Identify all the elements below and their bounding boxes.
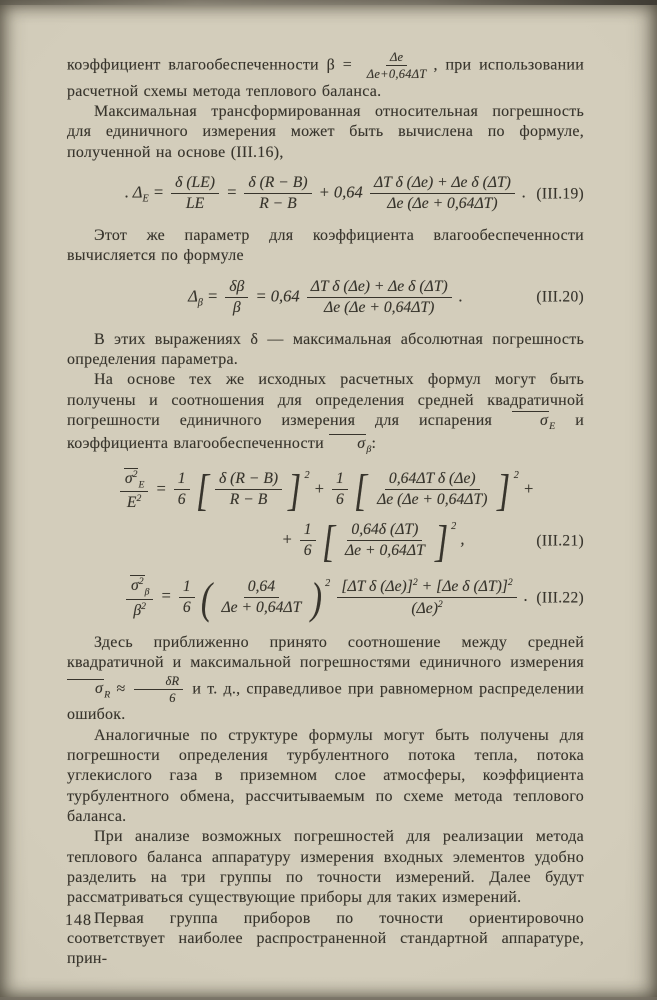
text-run: 6 <box>335 491 344 509</box>
numerator <box>347 521 422 541</box>
fraction <box>217 578 305 617</box>
text-run: R − B <box>229 491 268 509</box>
fraction <box>171 174 219 213</box>
text-run: + 0,64 <box>314 182 367 202</box>
paragraph <box>67 330 584 371</box>
text-run: = <box>202 285 223 305</box>
subscript: E <box>138 478 145 490</box>
text-run: E <box>126 494 137 512</box>
text-run: Δe+0,64ΔT <box>366 67 427 82</box>
equation-number: (III.21) <box>536 532 584 550</box>
denominator <box>217 598 305 617</box>
numerator <box>332 470 348 490</box>
paragraph <box>67 50 584 102</box>
fraction <box>300 521 316 560</box>
text-run: δR <box>165 673 180 688</box>
denominator <box>320 298 438 317</box>
formula-line <box>67 172 584 215</box>
text-run: Аналогичные по структуре формулы могут быть получены для погрешности определения турбулентного потока тепла, потока углекислого газа в приземном слое атмосферы, коэффициента турбулентного обмена, рассчитываемым по схеме метода теплового баланса. <box>67 726 584 825</box>
superscript: 2 <box>437 599 443 611</box>
denominator <box>407 598 446 618</box>
denominator <box>332 490 348 509</box>
formula-line <box>67 276 584 319</box>
text-run: Δe + 0,64ΔT <box>221 599 302 617</box>
numerator <box>171 174 219 194</box>
numerator <box>244 174 311 194</box>
denominator <box>255 194 301 213</box>
formula-f19 <box>67 172 584 215</box>
denominator <box>138 690 180 705</box>
text-run: 1 <box>177 470 186 488</box>
text-run: (Δe) <box>411 600 438 618</box>
denominator <box>229 298 245 317</box>
overbar-group <box>124 468 139 488</box>
text-run: 6 <box>177 491 186 509</box>
numerator <box>179 578 195 598</box>
text-run: δ (R − B) <box>248 174 308 191</box>
numerator <box>244 578 279 598</box>
text-run: 1 <box>335 470 344 488</box>
text-run: Δe (Δe + 0,64ΔT) <box>387 195 498 213</box>
denominator <box>300 541 316 560</box>
superscript: 2 <box>304 470 310 482</box>
text-run: β <box>232 298 241 316</box>
numerator <box>215 470 282 490</box>
numerator <box>386 50 407 66</box>
text-run: ΔT δ (Δe) + Δe δ (ΔT) <box>373 174 511 191</box>
fraction <box>373 470 491 509</box>
superscript: 2 <box>141 600 147 612</box>
subscript: β <box>366 443 372 455</box>
numerator <box>126 575 153 600</box>
overbar-group <box>512 411 549 430</box>
equation-number: (III.19) <box>536 184 584 202</box>
text-run: 6 <box>182 599 191 617</box>
text-run: ΔT δ (Δe) + Δe δ (ΔT) <box>310 277 448 295</box>
denominator <box>341 541 429 560</box>
text-run: 1 <box>182 578 191 596</box>
fraction <box>215 470 282 509</box>
paragraph <box>67 909 584 970</box>
superscript: 2 <box>451 521 457 533</box>
denominator <box>363 66 431 81</box>
paragraph <box>67 726 584 828</box>
denominator <box>226 490 272 509</box>
text-run: R − B <box>259 195 297 213</box>
overbar-group <box>67 679 104 698</box>
text-run: . <box>519 586 528 606</box>
denominator <box>129 600 150 620</box>
formula-line: + $\frac{1}{6}$ [ $\frac{0,64\delta (\Delta T)}{\Delta e + 0,64\Delta T}$ ] $^2$ , (III.21) <box>281 515 584 566</box>
superscript: 2 <box>507 576 513 588</box>
fraction <box>174 470 190 509</box>
text-run: В этих выражениях δ — максимальная абсолютная погрешность определения параметра. <box>67 330 584 368</box>
denominator <box>373 490 491 509</box>
superscript: 2 <box>138 576 144 588</box>
numerator <box>225 278 248 298</box>
text-run: . <box>454 285 463 305</box>
page-content <box>67 50 584 969</box>
fraction <box>307 278 452 317</box>
superscript: 2 <box>412 576 418 588</box>
text-run: [ΔT δ (Δe)] <box>341 578 413 596</box>
text-run: Δe + 0,64ΔT <box>344 542 425 560</box>
numerator <box>307 278 452 298</box>
text-run: + <box>518 478 535 498</box>
equation-number: (III.20) <box>536 288 584 306</box>
numerator <box>120 468 149 493</box>
denominator <box>174 490 190 509</box>
text-run: = <box>151 478 171 498</box>
formula-f20 <box>67 276 584 319</box>
text-run: Δ <box>188 285 198 305</box>
text-run: ≈ <box>110 680 132 698</box>
paragraph <box>67 226 584 267</box>
fraction <box>363 50 431 82</box>
text-run: σ <box>130 577 139 595</box>
paragraph <box>67 827 584 908</box>
text-run: , <box>456 529 465 549</box>
text-run: . <box>517 182 527 202</box>
text-run: σ <box>95 680 104 698</box>
text-run: δ (LE) <box>175 174 216 191</box>
subscript: E <box>549 421 556 433</box>
text-run: δβ <box>229 277 245 295</box>
fraction <box>120 468 149 513</box>
text-run: При анализе возможных погрешностей для реализации метода теплового баланса аппаратуру измерения входных элементов удобно разделить на три группы по точности измерений. Далее будут рассматриваться существующие приборы для таких измерений. <box>67 828 584 907</box>
numerator <box>134 674 183 690</box>
formula-f21 <box>67 464 584 566</box>
numerator <box>385 470 480 490</box>
page-number: 148 <box>65 912 92 929</box>
text-run: + <box>281 529 297 549</box>
paragraph <box>67 370 584 456</box>
formula-line: $\frac{\sigma^2_\beta}{\beta^2}$ = $\frac{1}{6}$ ( $\frac{0,64}{\Delta e + 0,64\Delta T}$ ) $^2$ $\frac{[\Delta T \delta (\Delta e)]^2 + [\Delta e \delta (\Delta T)]^2}{(\Delta e)^2}$ . (III.22) <box>67 573 584 622</box>
denominator <box>383 194 501 213</box>
text-run: Максимальная трансформированная относительная погрешность для единичного измерения может быть вычислена по формуле, полученной на основе (III.16), <box>67 103 584 161</box>
text-run: = <box>222 182 242 202</box>
text-run: = 0,64 <box>251 285 304 305</box>
fraction <box>179 578 195 617</box>
text-run: Δe (Δe + 0,64ΔT) <box>324 298 435 316</box>
text-run: Δe <box>389 50 404 64</box>
fraction <box>341 521 429 560</box>
text-run: 0,64ΔT δ (Δe) <box>388 470 476 488</box>
subscript: β <box>197 297 203 309</box>
superscript: 2 <box>136 493 142 505</box>
overbar-group <box>130 575 145 595</box>
text-run: LE <box>185 195 205 213</box>
numerator <box>300 521 316 541</box>
fraction <box>225 278 248 317</box>
text-run <box>330 586 334 605</box>
superscript: 2 <box>513 470 519 482</box>
fraction <box>134 674 183 706</box>
text-run: 6 <box>169 691 176 706</box>
overbar-group <box>329 434 366 453</box>
equation-number: (III.22) <box>536 589 584 607</box>
text-run: σ <box>124 469 133 487</box>
denominator <box>123 492 145 512</box>
numerator <box>174 470 190 490</box>
text-run: Δe (Δe + 0,64ΔT) <box>377 491 488 509</box>
scan-edge-top <box>0 0 657 5</box>
text-run: : <box>371 434 377 452</box>
text-run: σ <box>357 434 366 452</box>
paragraph <box>67 633 584 726</box>
subscript: β <box>144 586 150 598</box>
fraction <box>332 470 348 509</box>
text-run: 0,64 <box>247 578 276 596</box>
text-run: δ (R − B) <box>218 470 279 488</box>
fraction <box>244 174 311 213</box>
text-run: β <box>133 602 142 620</box>
text-run: 0,64δ (ΔT) <box>351 521 419 539</box>
text-run: 1 <box>303 521 312 539</box>
text-run: + <box>309 478 329 498</box>
text-run: σ <box>539 411 549 429</box>
superscript: 2 <box>325 577 331 589</box>
denominator <box>182 194 208 213</box>
text-run: и коэффициента влагообеспеченности <box>67 411 585 452</box>
numerator <box>337 577 516 598</box>
formula-f22 <box>67 573 584 622</box>
text-run: Первая группа приборов по точности ориентировочно соответствует наиболее распространенной стандартной аппаратуре, прин- <box>67 909 584 968</box>
subscript: R <box>104 689 111 701</box>
formula-line: $\frac{\sigma^2_E}{E^2}$ = $\frac{1}{6}$ [ $\frac{\delta (R - B)}{R - B}$ ] $^2$ + $\frac{1}{6}$ [ $\frac{\text{0,64ΔT δ (Δe)}}{\Delta e (\Delta e + 0,64\Delta T)}$ ] $^2$ + <box>67 466 584 515</box>
fraction <box>337 577 516 618</box>
denominator <box>179 598 195 617</box>
text-run: = <box>148 182 169 202</box>
text-run: и т. д., справедливое при равномерном распределении ошибок. <box>67 680 585 724</box>
text-run: Этот же параметр для коэффициента влагообеспеченности вычисляется по формуле <box>67 227 584 265</box>
superscript: 2 <box>132 468 138 480</box>
subscript: E <box>142 193 149 205</box>
text-run: + [Δe δ (ΔT)] <box>417 578 508 596</box>
text-run: 6 <box>303 542 312 560</box>
fraction <box>126 575 153 620</box>
fraction <box>370 174 515 213</box>
text-run: Здесь приближенно принято соотношение между средней квадратичной и максимальной погрешностями единичного измерения <box>67 634 584 672</box>
text-run: коэффициент влагообеспеченности β = <box>67 56 360 74</box>
text-run: . Δ <box>124 182 143 202</box>
text-run: = <box>156 586 176 606</box>
text-run: На основе тех же исходных расчетных формул могут быть получены и соотношения для определения средней квадратичной погрешности единичного измерения для испарения <box>67 371 584 429</box>
paragraph <box>67 102 584 163</box>
text-run: , при использовании расчетной схемы метода теплового баланса. <box>67 56 585 100</box>
numerator <box>370 174 515 194</box>
